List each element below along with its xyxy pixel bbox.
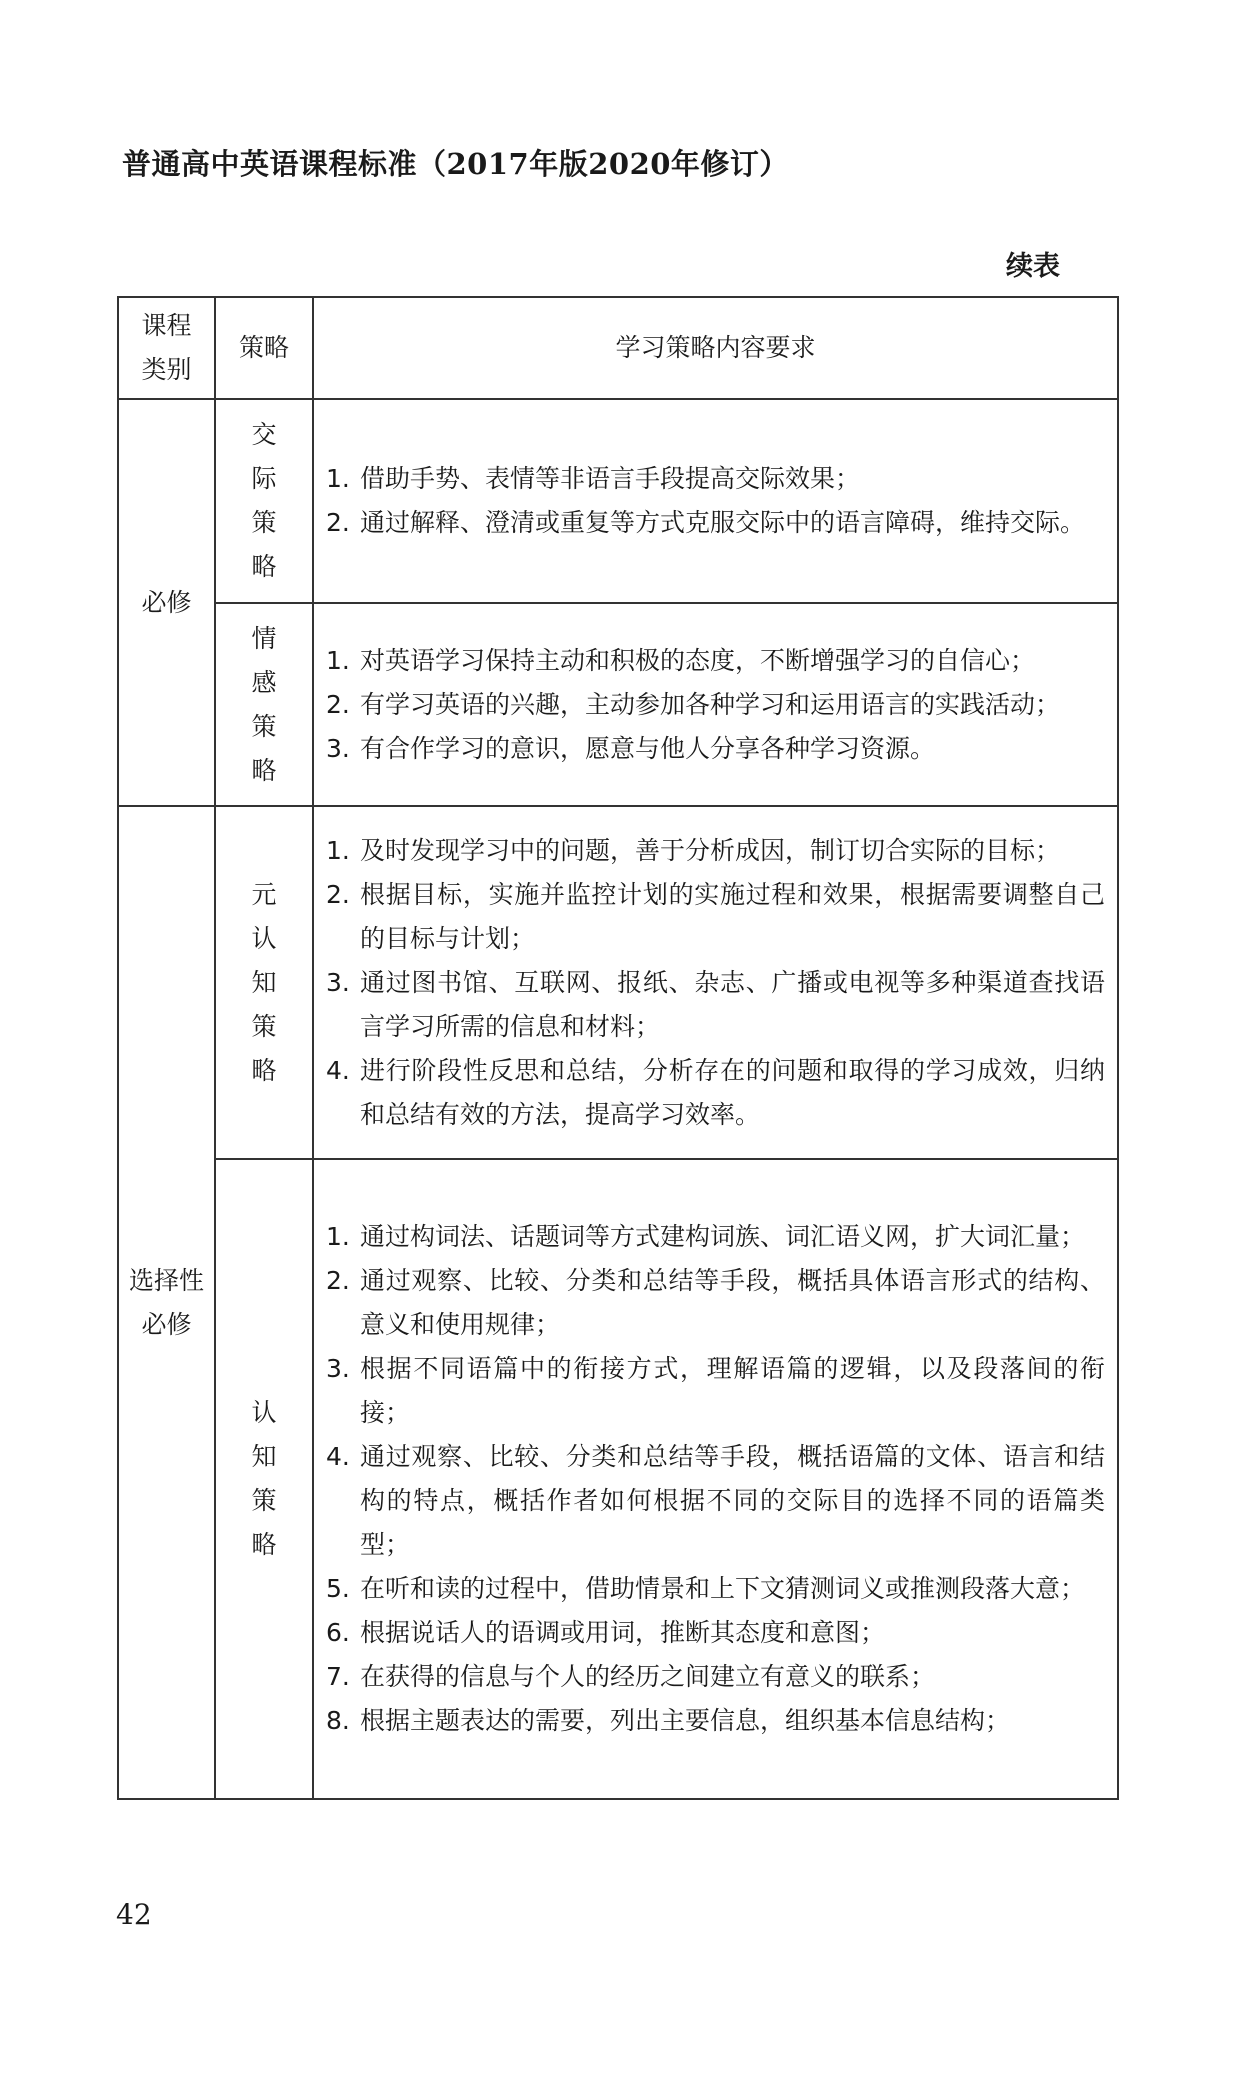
page-number: 42 xyxy=(116,1898,152,1931)
content-cell xyxy=(313,806,1118,1159)
category-cell: 选择性必修 xyxy=(118,806,215,1799)
category-cell: 必修 xyxy=(118,399,215,806)
strategy-cell: 情感策略 xyxy=(215,603,313,806)
list-item: 2. 有学习英语的兴趣，主动参加各种学习和运用语言的实践活动； xyxy=(326,689,1061,719)
table-header-row xyxy=(118,297,1118,399)
list-item: 1. 通过构词法、话题词等方式建构词族、词汇语义网，扩大词汇量； xyxy=(326,1222,1086,1251)
table-row xyxy=(118,399,1118,603)
list-item: 6. 根据说话人的语调或用词，推断其态度和意图； xyxy=(326,1618,886,1647)
list-item: 2. 根据目标，实施并监控计划的实施过程和效果，根据需要调整自己的目标与计划； xyxy=(326,879,1105,953)
list-item: 1. 借助手势、表情等非语言手段提高交际效果； xyxy=(326,464,861,493)
list-item: 3. 有合作学习的意识，愿意与他人分享各种学习资源。 xyxy=(326,733,936,763)
list-item: 4. 进行阶段性反思和总结，分析存在的问题和取得的学习成效，归纳和总结有效的方法，提高学习效率。 xyxy=(326,1055,1105,1129)
list-item: 3. 根据不同语篇中的衔接方式，理解语篇的逻辑，以及段落间的衔接； xyxy=(326,1354,1105,1427)
content-cell xyxy=(313,399,1118,603)
header-course-category: 课程类别 xyxy=(118,297,215,399)
content-cell xyxy=(313,1159,1118,1799)
list-item: 5. 在听和读的过程中，借助情景和上下文猜测词义或推测段落大意； xyxy=(326,1574,1086,1603)
running-header: 普通高中英语课程标准（2017年版2020年修订） xyxy=(122,147,789,181)
table-row xyxy=(118,1159,1118,1799)
header-content: 学习策略内容要求 xyxy=(313,297,1118,399)
content-cell xyxy=(313,603,1118,806)
header-strategy: 策略 xyxy=(215,297,313,399)
list-item: 2. 通过观察、比较、分类和总结等手段，概括具体语言形式的结构、意义和使用规律； xyxy=(326,1266,1105,1339)
strategy-cell: 交际策略 xyxy=(215,399,313,603)
strategy-cell: 元认知策略 xyxy=(215,806,313,1159)
table-row xyxy=(118,603,1118,806)
strategy-cell: 认知策略 xyxy=(215,1159,313,1799)
table-continued-label: 续表 xyxy=(1006,251,1060,282)
list-item: 7. 在获得的信息与个人的经历之间建立有意义的联系； xyxy=(326,1662,936,1691)
list-item: 4. 通过观察、比较、分类和总结等手段，概括语篇的文体、语言和结构的特点，概括作者如何根据不同的交际目的选择不同的语篇类型； xyxy=(326,1442,1105,1559)
list-item: 8. 根据主题表达的需要，列出主要信息，组织基本信息结构； xyxy=(326,1706,1011,1735)
list-item: 2. 通过解释、澄清或重复等方式克服交际中的语言障碍，维持交际。 xyxy=(326,508,1086,537)
list-item: 3. 通过图书馆、互联网、报纸、杂志、广播或电视等多种渠道查找语言学习所需的信息和材料； xyxy=(326,967,1105,1041)
table-row xyxy=(118,806,1118,1159)
list-item: 1. 及时发现学习中的问题，善于分析成因，制订切合实际的目标； xyxy=(326,835,1061,865)
learning-strategy-table xyxy=(117,296,1119,1800)
list-item: 1. 对英语学习保持主动和积极的态度，不断增强学习的自信心； xyxy=(326,645,1036,675)
